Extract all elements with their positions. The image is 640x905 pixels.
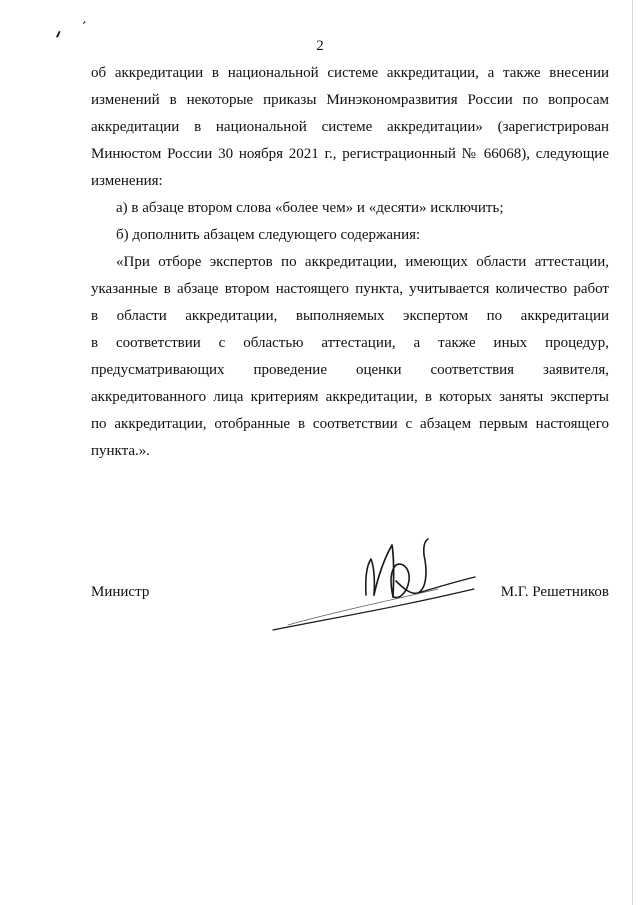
quote-line: пункта.». [91,443,151,459]
quote-line: указанные в абзаце втором настоящего пункта, учитывается количество работ [91,281,609,297]
body-line: аккредитации в национальной системе аккредитации» (зарегистрирован [91,119,609,135]
signature-row [91,580,609,604]
quote-line: аккредитованного лица критериям аккредитации, в которых заняты эксперты [91,389,609,405]
quote-line: в области аккредитации, выполняемых экспертом по аккредитации [91,308,609,324]
handwritten-signature [268,515,483,635]
item-b-paragraph [91,222,609,249]
scan-edge-line [632,0,633,905]
signer-position: Министр [91,584,150,600]
body-line: изменений в некоторые приказы Минэкономразвития России по вопросам [91,92,609,108]
quote-line: по аккредитации, отобранные в соответствии с абзацем первым настоящего [91,416,609,432]
scan-mark-icon [52,18,102,40]
quote-line: предусматривающих проведение оценки соответствия заявителя, [91,362,609,378]
body-line: об аккредитации в национальной системе аккредитации, а также внесении [91,65,609,81]
signer-name: М.Г. Решетников [500,584,609,600]
body-line: изменения: [91,173,163,189]
body-paragraph [91,60,609,195]
page-number: 2 [316,38,324,54]
quote-line: «При отборе экспертов по аккредитации, имеющих области аттестации, [116,254,609,270]
quoted-paragraph [91,249,609,465]
body-line: Минюстом России 30 ноября 2021 г., регистрационный № 66068), следующие [91,146,609,162]
item-a-text: а) в абзаце втором слова «более чем» и «десяти» исключить; [116,200,504,216]
item-a-paragraph [91,195,609,222]
item-b-text: б) дополнить абзацем следующего содержания: [116,227,421,243]
quote-line: в соответствии с областью аттестации, а также иных процедур, [91,335,609,351]
